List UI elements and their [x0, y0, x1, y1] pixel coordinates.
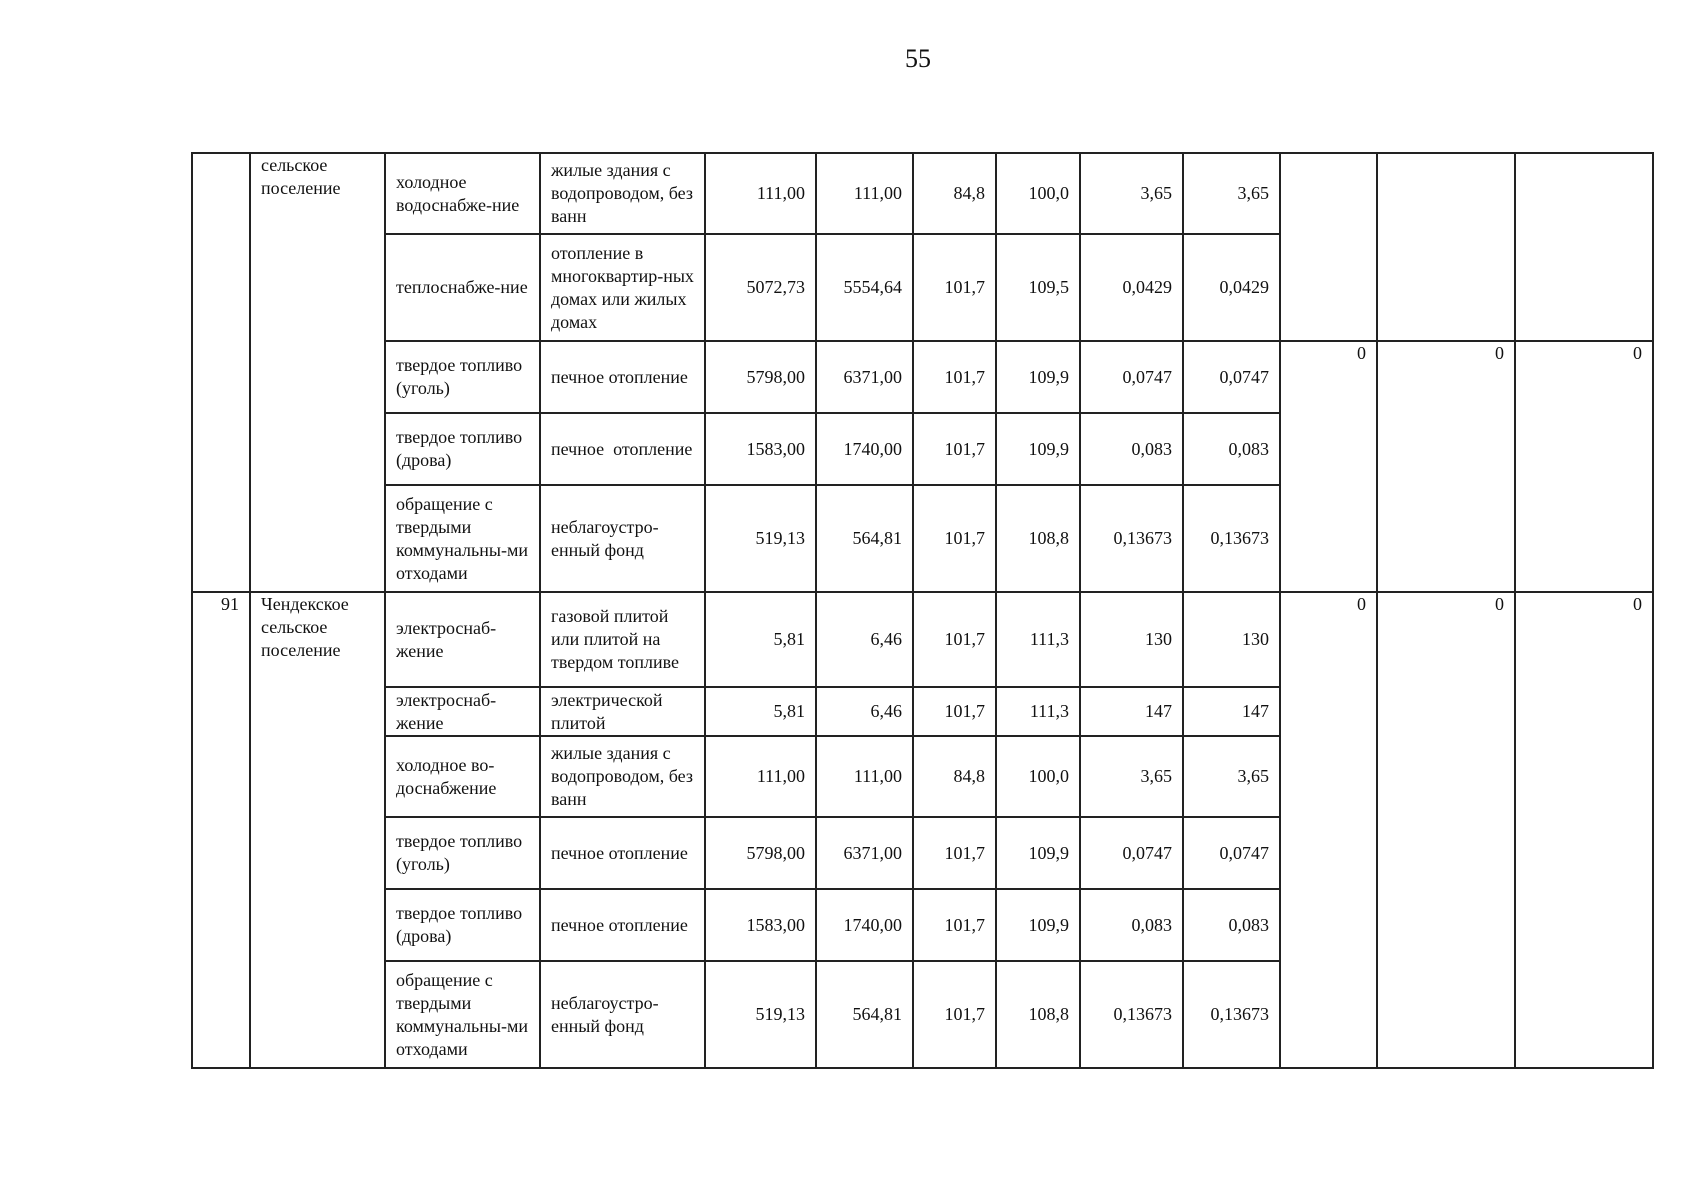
service-cell: холодное водоснабже-ние — [385, 153, 540, 234]
norm-cell: электрической плитой — [540, 687, 705, 736]
tariff-1-cell: 5798,00 — [705, 817, 816, 889]
service-cell: холодное во-доснабжение — [385, 736, 540, 817]
extra-value-cell: 0 — [1515, 592, 1653, 1068]
tariff-2-cell: 1740,00 — [816, 413, 913, 485]
service-cell: твердое топливо (дрова) — [385, 413, 540, 485]
tariff-2-cell: 111,00 — [816, 736, 913, 817]
volume-2-cell: 3,65 — [1183, 153, 1280, 234]
volume-1-cell: 0,0429 — [1080, 234, 1183, 341]
extra-value-cell: 0 — [1280, 592, 1377, 1068]
norm-cell: печное отопление — [540, 341, 705, 413]
service-cell: теплоснабже-ние — [385, 234, 540, 341]
volume-1-cell: 0,0747 — [1080, 341, 1183, 413]
index-1-cell: 101,7 — [913, 961, 996, 1068]
table-row — [192, 341, 1653, 413]
volume-2-cell: 0,0429 — [1183, 234, 1280, 341]
tariff-2-cell: 1740,00 — [816, 889, 913, 961]
service-cell: твердое топливо (уголь) — [385, 817, 540, 889]
service-cell: твердое топливо (уголь) — [385, 341, 540, 413]
tariff-2-cell: 564,81 — [816, 961, 913, 1068]
tariff-table — [191, 152, 1654, 1069]
blank-cell — [1280, 153, 1377, 341]
tariff-1-cell: 5072,73 — [705, 234, 816, 341]
extra-value-cell: 0 — [1377, 341, 1515, 592]
extra-value-cell: 0 — [1377, 592, 1515, 1068]
tariff-1-cell: 111,00 — [705, 153, 816, 234]
index-1-cell: 84,8 — [913, 153, 996, 234]
index-2-cell: 108,8 — [996, 485, 1080, 592]
extra-value-cell: 0 — [1280, 341, 1377, 592]
index-1-cell: 101,7 — [913, 234, 996, 341]
extra-value-cell: 0 — [1515, 341, 1653, 592]
index-1-cell: 101,7 — [913, 341, 996, 413]
volume-1-cell: 130 — [1080, 592, 1183, 687]
index-1-cell: 101,7 — [913, 889, 996, 961]
volume-2-cell: 0,0747 — [1183, 817, 1280, 889]
tariff-1-cell: 5798,00 — [705, 341, 816, 413]
index-2-cell: 109,9 — [996, 341, 1080, 413]
index-2-cell: 100,0 — [996, 153, 1080, 234]
volume-1-cell: 3,65 — [1080, 153, 1183, 234]
index-1-cell: 101,7 — [913, 413, 996, 485]
index-2-cell: 109,5 — [996, 234, 1080, 341]
index-2-cell: 108,8 — [996, 961, 1080, 1068]
tariff-2-cell: 5554,64 — [816, 234, 913, 341]
table-row — [192, 592, 1653, 687]
row-number-cell: 91 — [192, 592, 250, 1068]
row-number-cell — [192, 153, 250, 592]
norm-cell: газовой плитой или плитой на твердом топливе — [540, 592, 705, 687]
blank-cell — [1515, 153, 1653, 341]
norm-cell: неблагоустро-енный фонд — [540, 961, 705, 1068]
service-cell: электроснаб-жение — [385, 687, 540, 736]
norm-cell: жилые здания с водопроводом, без ванн — [540, 736, 705, 817]
index-1-cell: 101,7 — [913, 687, 996, 736]
index-1-cell: 84,8 — [913, 736, 996, 817]
norm-cell: отопление в многоквартир-ных домах или жилых домах — [540, 234, 705, 341]
volume-1-cell: 3,65 — [1080, 736, 1183, 817]
index-2-cell: 111,3 — [996, 592, 1080, 687]
municipality-cell: Чендекское сельское поселение — [250, 592, 385, 1068]
norm-cell: печное отопление — [540, 817, 705, 889]
tariff-1-cell: 5,81 — [705, 592, 816, 687]
service-cell: обращение с твердыми коммунальны-ми отходами — [385, 485, 540, 592]
index-2-cell: 111,3 — [996, 687, 1080, 736]
index-2-cell: 109,9 — [996, 413, 1080, 485]
tariff-1-cell: 111,00 — [705, 736, 816, 817]
volume-2-cell: 3,65 — [1183, 736, 1280, 817]
volume-1-cell: 0,0747 — [1080, 817, 1183, 889]
tariff-2-cell: 111,00 — [816, 153, 913, 234]
tariff-2-cell: 6371,00 — [816, 817, 913, 889]
norm-cell: печное отопление — [540, 889, 705, 961]
index-2-cell: 100,0 — [996, 736, 1080, 817]
volume-1-cell: 0,083 — [1080, 889, 1183, 961]
blank-cell — [1377, 153, 1515, 341]
index-1-cell: 101,7 — [913, 817, 996, 889]
volume-2-cell: 0,0747 — [1183, 341, 1280, 413]
volume-2-cell: 0,083 — [1183, 413, 1280, 485]
tariff-2-cell: 6,46 — [816, 687, 913, 736]
norm-cell: неблагоустро-енный фонд — [540, 485, 705, 592]
tariff-2-cell: 6,46 — [816, 592, 913, 687]
tariff-1-cell: 519,13 — [705, 961, 816, 1068]
tariff-1-cell: 1583,00 — [705, 413, 816, 485]
tariff-1-cell: 5,81 — [705, 687, 816, 736]
page-number: 55 — [905, 44, 931, 73]
tariff-1-cell: 1583,00 — [705, 889, 816, 961]
index-2-cell: 109,9 — [996, 889, 1080, 961]
tariff-2-cell: 6371,00 — [816, 341, 913, 413]
service-cell: твердое топливо (дрова) — [385, 889, 540, 961]
volume-2-cell: 130 — [1183, 592, 1280, 687]
norm-cell: жилые здания с водопроводом, без ванн — [540, 153, 705, 234]
table-row — [192, 153, 1653, 234]
volume-2-cell: 147 — [1183, 687, 1280, 736]
volume-2-cell: 0,083 — [1183, 889, 1280, 961]
index-2-cell: 109,9 — [996, 817, 1080, 889]
volume-2-cell: 0,13673 — [1183, 961, 1280, 1068]
norm-cell: печное отопление — [540, 413, 705, 485]
municipality-cell: сельское поселение — [250, 153, 385, 592]
volume-1-cell: 147 — [1080, 687, 1183, 736]
volume-1-cell: 0,13673 — [1080, 485, 1183, 592]
index-1-cell: 101,7 — [913, 485, 996, 592]
tariff-1-cell: 519,13 — [705, 485, 816, 592]
volume-1-cell: 0,13673 — [1080, 961, 1183, 1068]
tariff-2-cell: 564,81 — [816, 485, 913, 592]
service-cell: обращение с твердыми коммунальны-ми отходами — [385, 961, 540, 1068]
volume-2-cell: 0,13673 — [1183, 485, 1280, 592]
index-1-cell: 101,7 — [913, 592, 996, 687]
service-cell: электроснаб-жение — [385, 592, 540, 687]
volume-1-cell: 0,083 — [1080, 413, 1183, 485]
